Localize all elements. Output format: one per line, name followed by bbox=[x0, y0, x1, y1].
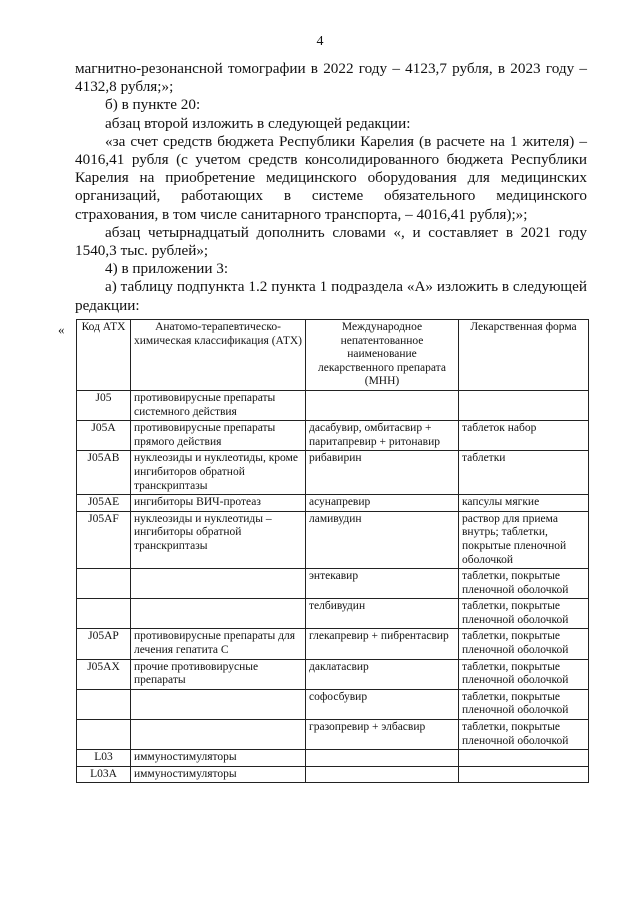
cell-code: J05AE bbox=[77, 495, 131, 512]
cell-code bbox=[77, 689, 131, 719]
cell-form: таблетки, покрытые пленочной оболочкой bbox=[459, 659, 589, 689]
cell-class: противовирусные препараты прямого действия bbox=[131, 421, 306, 451]
cell-mnn bbox=[306, 766, 459, 783]
table-row bbox=[77, 599, 589, 629]
cell-mnn: гразопревир + элбасвир bbox=[306, 720, 459, 750]
paragraph-6: 4) в приложении 3: bbox=[105, 260, 229, 278]
header-code: Код АТХ bbox=[77, 320, 131, 391]
cell-code: J05AP bbox=[77, 629, 131, 659]
cell-form: таблетки bbox=[459, 451, 589, 495]
table-row bbox=[77, 750, 589, 767]
table-row bbox=[77, 629, 589, 659]
table-row bbox=[77, 689, 589, 719]
cell-class bbox=[131, 599, 306, 629]
cell-code: L03 bbox=[77, 750, 131, 767]
header-classification: Анатомо-терапевтическо-химическая классификация (АТХ) bbox=[131, 320, 306, 391]
cell-form: таблетки, покрытые пленочной оболочкой bbox=[459, 599, 589, 629]
cell-form: раствор для приема внутрь; таблетки, покрытые пленочной оболочкой bbox=[459, 511, 589, 568]
body-text bbox=[75, 60, 587, 315]
cell-class: иммуностимуляторы bbox=[131, 750, 306, 767]
paragraph-7: а) таблицу подпункта 1.2 пункта 1 подраздела «А» изложить в следующей редакции: bbox=[75, 278, 587, 314]
paragraph-5: абзац четырнадцатый дополнить словами «, и составляет в 2021 году 1540,3 тыс. рублей»; bbox=[75, 223, 587, 260]
cell-form: таблетки, покрытые пленочной оболочкой bbox=[459, 689, 589, 719]
cell-mnn: даклатасвир bbox=[306, 659, 459, 689]
cell-mnn: глекапревир + пибрентасвир bbox=[306, 629, 459, 659]
page-number: 4 bbox=[316, 34, 324, 49]
table-open-quote: « bbox=[58, 322, 65, 337]
cell-mnn: телбивудин bbox=[306, 599, 459, 629]
cell-code: L03A bbox=[77, 766, 131, 783]
cell-class: иммуностимуляторы bbox=[131, 766, 306, 783]
cell-mnn bbox=[306, 390, 459, 420]
cell-code: J05AX bbox=[77, 659, 131, 689]
cell-code: J05A bbox=[77, 421, 131, 451]
table-row bbox=[77, 569, 589, 599]
cell-form bbox=[459, 766, 589, 783]
table-row bbox=[77, 390, 589, 420]
table-row bbox=[77, 720, 589, 750]
paragraph-3: абзац второй изложить в следующей редакции: bbox=[105, 114, 411, 132]
cell-form bbox=[459, 750, 589, 767]
cell-code bbox=[77, 720, 131, 750]
cell-mnn: энтекавир bbox=[306, 569, 459, 599]
cell-mnn: софосбувир bbox=[306, 689, 459, 719]
cell-form: капсулы мягкие bbox=[459, 495, 589, 512]
cell-mnn bbox=[306, 750, 459, 767]
table-row bbox=[77, 511, 589, 568]
cell-class bbox=[131, 569, 306, 599]
paragraph-4: «за счет средств бюджета Республики Карелия (в расчете на 1 жителя) – 4016,41 рубля (с учетом средств консолидированного бюджета Республики Карелия на приобретение медицинского оборудования для медицинских организаций, работающих в системе обязательного медицинского страхования, в том числе санитарного транспорта, – 4016,41 рубля);»; bbox=[75, 132, 587, 223]
cell-form bbox=[459, 390, 589, 420]
paragraph-2: б) в пункте 20: bbox=[105, 96, 201, 114]
cell-code: J05 bbox=[77, 390, 131, 420]
header-mnn: Международное непатентованное наименование лекарственного препарата (МНН) bbox=[306, 320, 459, 391]
cell-class: прочие противовирусные препараты bbox=[131, 659, 306, 689]
cell-code bbox=[77, 569, 131, 599]
table-header-row bbox=[77, 320, 589, 391]
cell-code: J05AB bbox=[77, 451, 131, 495]
paragraph-1: магнитно-резонансной томографии в 2022 году – 4123,7 рубля, в 2023 году – 4132,8 рубля;»; bbox=[75, 60, 587, 96]
cell-form: таблетки, покрытые пленочной оболочкой bbox=[459, 720, 589, 750]
cell-form: таблетки, покрытые пленочной оболочкой bbox=[459, 629, 589, 659]
cell-form: таблетки, покрытые пленочной оболочкой bbox=[459, 569, 589, 599]
table-row bbox=[77, 659, 589, 689]
table-row bbox=[77, 766, 589, 783]
table-row bbox=[77, 421, 589, 451]
cell-class: ингибиторы ВИЧ-протеаз bbox=[131, 495, 306, 512]
header-form: Лекарственная форма bbox=[459, 320, 589, 391]
cell-mnn: ламивудин bbox=[306, 511, 459, 568]
cell-class: противовирусные препараты для лечения гепатита С bbox=[131, 629, 306, 659]
cell-code bbox=[77, 599, 131, 629]
cell-class: противовирусные препараты системного действия bbox=[131, 390, 306, 420]
table-row bbox=[77, 495, 589, 512]
cell-form: таблеток набор bbox=[459, 421, 589, 451]
atx-table bbox=[76, 319, 589, 783]
cell-mnn: асунапревир bbox=[306, 495, 459, 512]
cell-mnn: рибавирин bbox=[306, 451, 459, 495]
cell-class: нуклеозиды и нуклеотиды, кроме ингибиторов обратной транскриптазы bbox=[131, 451, 306, 495]
cell-class bbox=[131, 720, 306, 750]
cell-class bbox=[131, 689, 306, 719]
cell-mnn: дасабувир, омбитасвир + паритапревир + ритонавир bbox=[306, 421, 459, 451]
cell-code: J05AF bbox=[77, 511, 131, 568]
table-row bbox=[77, 451, 589, 495]
cell-class: нуклеозиды и нуклеотиды – ингибиторы обратной транскриптазы bbox=[131, 511, 306, 568]
